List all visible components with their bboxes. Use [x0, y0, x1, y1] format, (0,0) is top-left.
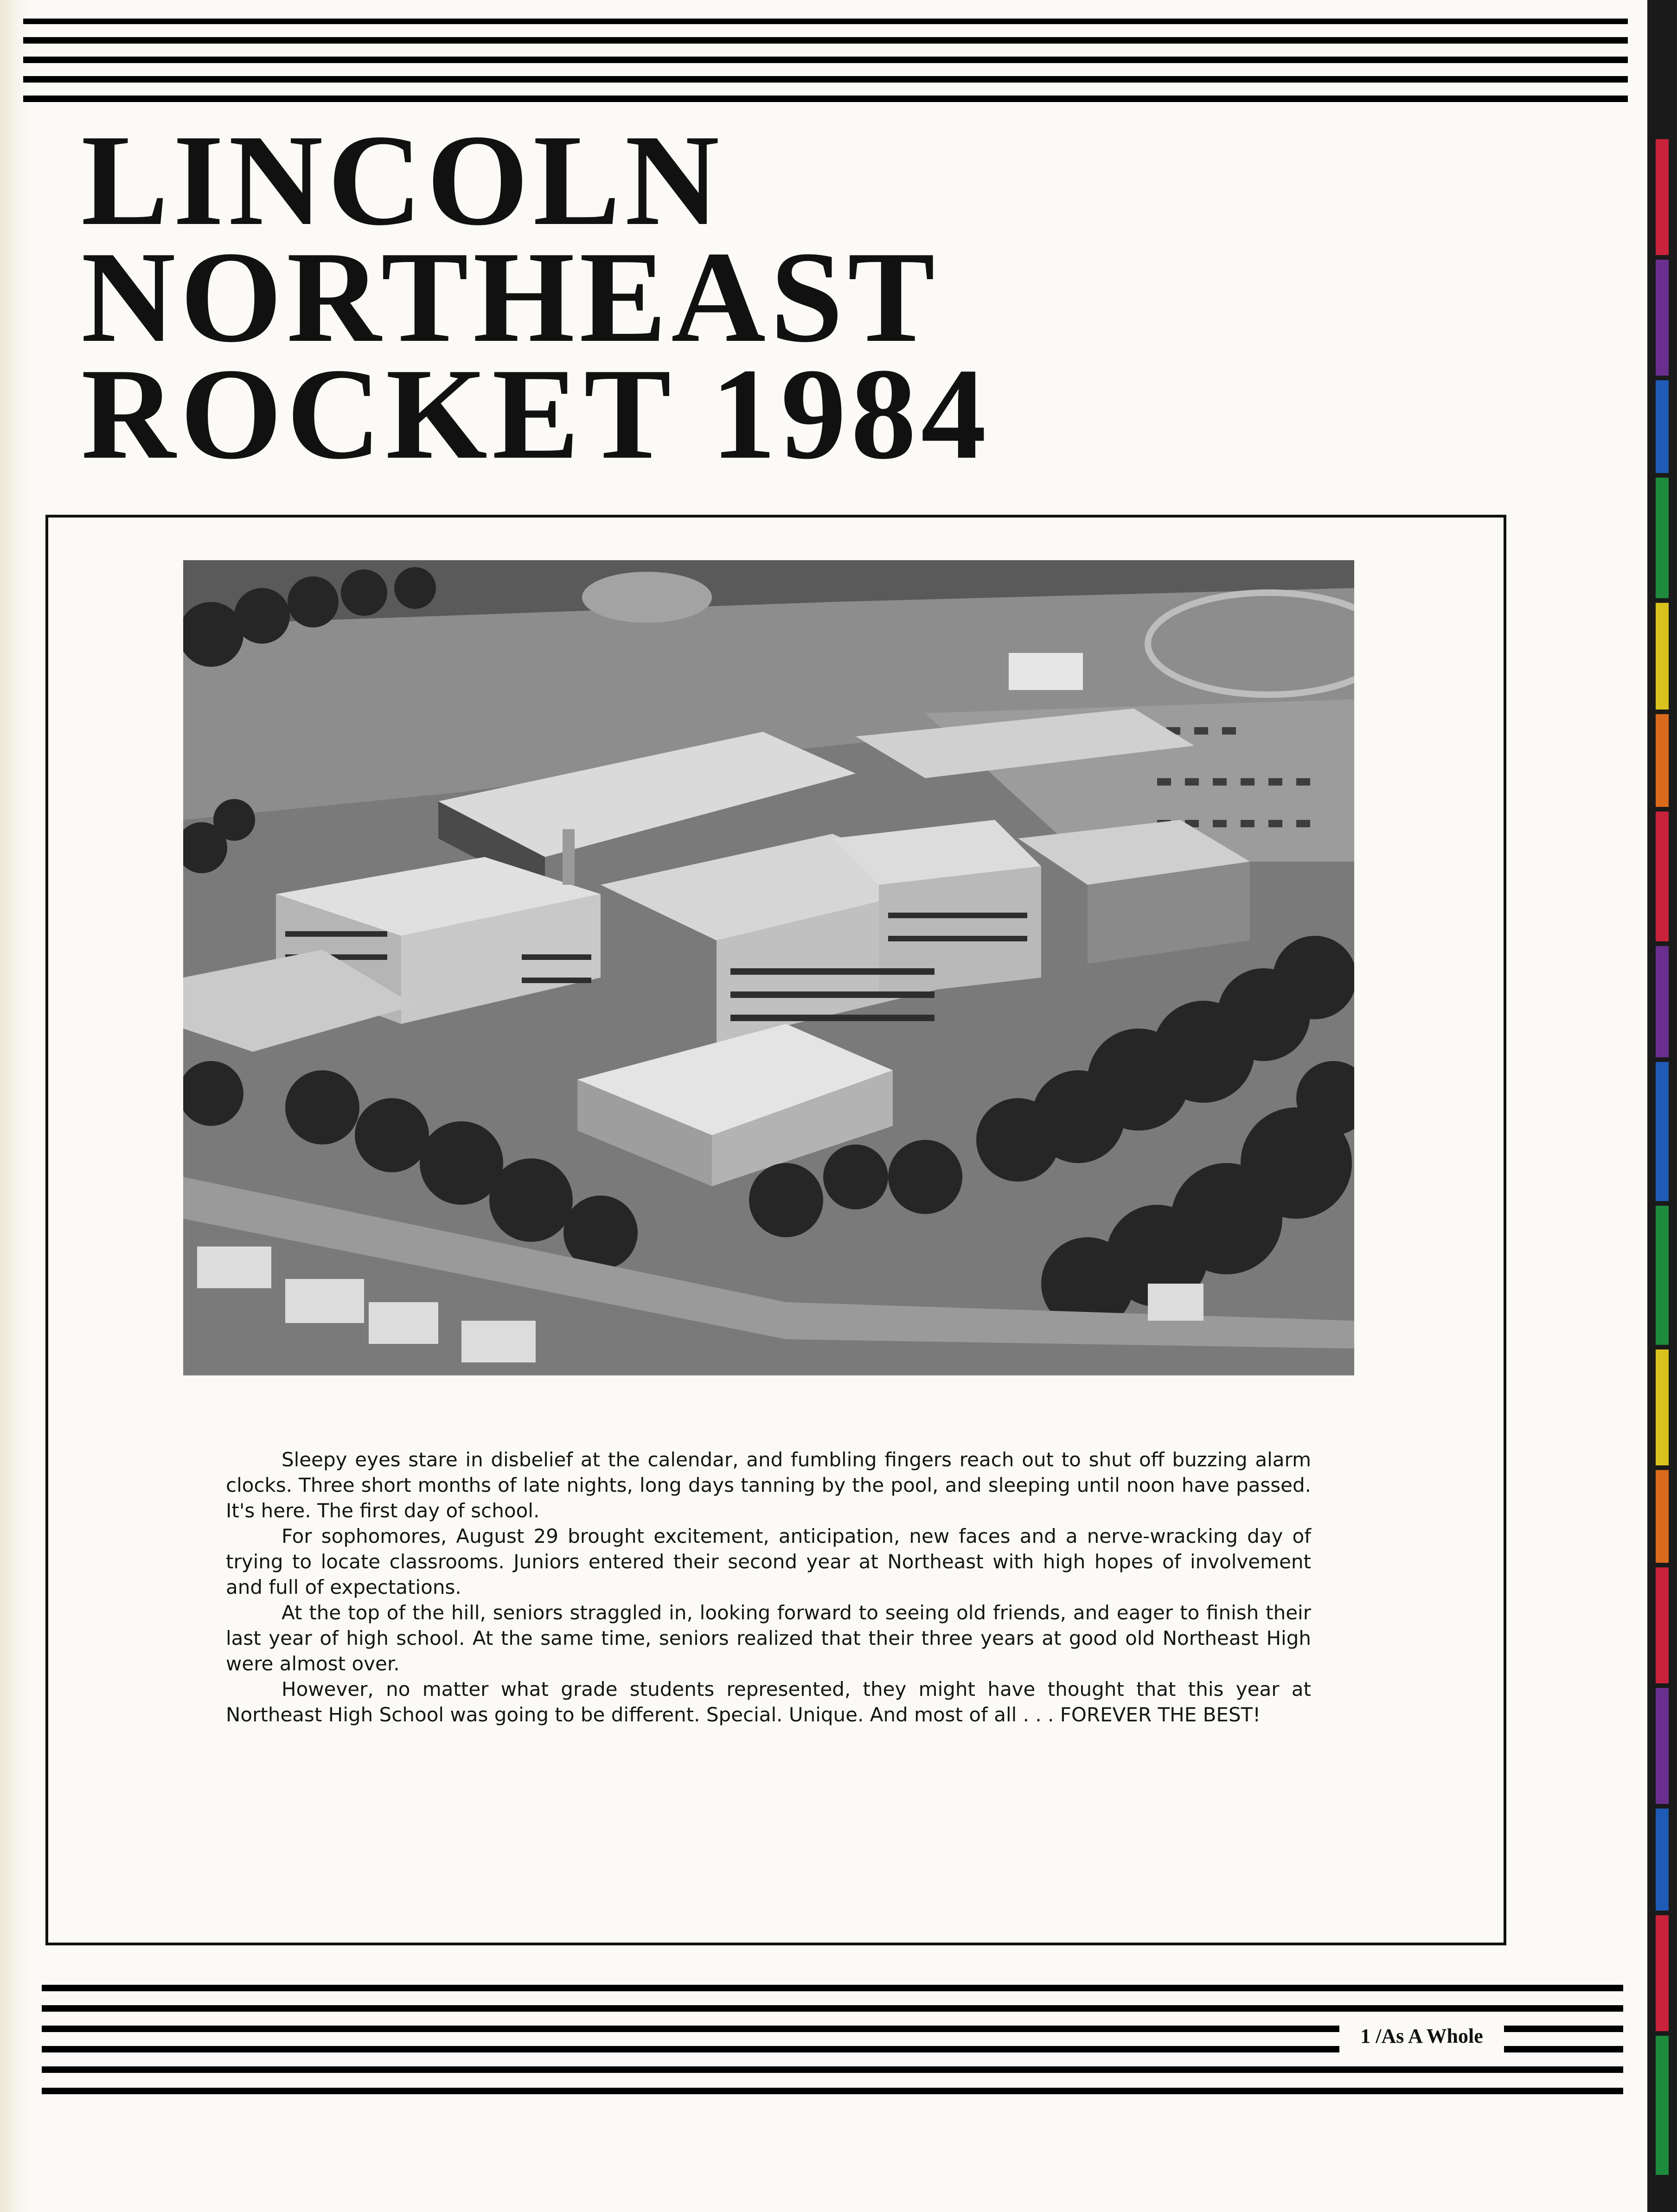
paragraph: At the top of the hill, seniors straggled in, looking forward to seeing old friends, and eager to finish their last year of high school. At the same time, seniors realized that their three years at good old Northeast High were almost over.	[226, 1601, 1311, 1675]
aerial-photo	[183, 560, 1354, 1375]
title-line-3: ROCKET 1984	[81, 341, 991, 486]
paragraph: For sophomores, August 29 brought excitement, anticipation, new faces and a nerve-wracking day of trying to locate classrooms. Juniors entered their second year at Northeast with high hopes of involvement and full of expectations.	[226, 1525, 1311, 1598]
binding-shadow	[0, 0, 32, 2212]
intro-copy	[226, 1447, 1311, 1727]
page-title	[81, 108, 991, 486]
title-line-1: LINCOLN	[81, 108, 724, 252]
top-stripe-band	[23, 19, 1628, 116]
colored-edge-strip	[1647, 0, 1677, 2212]
title-line-2: NORTHEAST	[81, 224, 940, 369]
page-folio: 1 /As A Whole	[1339, 2020, 1504, 2052]
paragraph: Sleepy eyes stare in disbelief at the calendar, and fumbling fingers reach out to shut off buzzing alarm clocks. Three short months of late nights, long days tanning by the pool, and sleeping until noon have passed. It's here. The first day of school.	[226, 1448, 1311, 1522]
paragraph: However, no matter what grade students represented, they might have thought that this year at Northeast High School was going to be different. Special. Unique. And most of all . . . FOREVER THE BEST!	[226, 1678, 1311, 1726]
